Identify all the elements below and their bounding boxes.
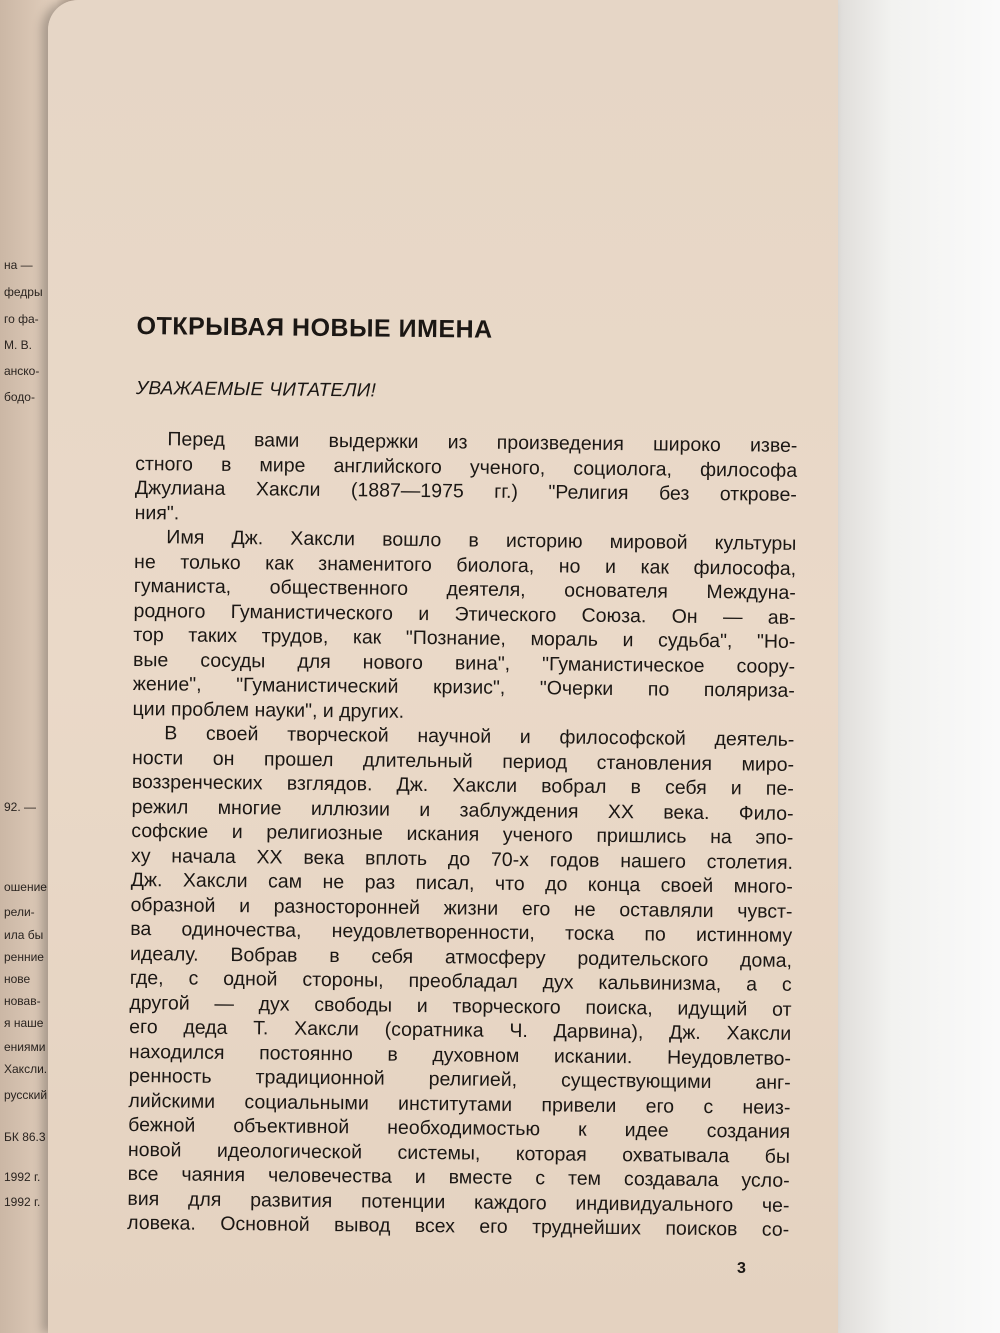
page-number: 3 [737,1260,746,1277]
text-line: ху начала XX века вплоть до 70-х годов нашего столетия. [130,844,794,874]
left-page-fragment: БК 86.3 [4,1130,46,1144]
text-line: новой идеологической системы, которая охватывала бы [127,1138,791,1168]
text-line: лийскими социальными институтами привели его с неиз- [128,1089,791,1119]
text-line: Перед вами выдержки из произведения широко изве- [167,428,798,457]
text-line: софские и религиозные искания ученого пришлись на эпо- [131,819,794,849]
text-line: вия для развития потенции каждого индивидуального че- [127,1187,790,1217]
left-page-fragment: Хаксли. [4,1062,48,1076]
text-line: бежной объективной необходимостью к идее создания [128,1113,791,1143]
text-line: находился постоянно в духовном искании. Неудовлетво- [128,1040,792,1070]
text-line: В своей творческой научной и философской деятель- [164,722,795,751]
left-page-fragment: я наше [4,1016,44,1030]
salutation: УВАЖАЕМЫЕ ЧИТАТЕЛИ! [135,377,377,402]
text-line: ловека. Основной вывод всех его труднейших поисков со- [127,1211,790,1241]
text-line: ции проблем науки", и других. [132,697,405,723]
left-page-fragment: 1992 г. [4,1195,41,1209]
background [820,0,1000,1333]
left-page-fragment: новав- [4,994,41,1008]
text-line: тор таких трудов, как "Познание, мораль и судьба", "Но- [133,623,796,653]
page-title: ОТКРЫВАЯ НОВЫЕ ИМЕНА [136,311,493,344]
left-page-fragment: федры [4,285,43,299]
left-page-fragment: русский [4,1088,48,1102]
text-line: жение", "Гуманистический кризис", "Очерки по поляриза- [132,672,795,702]
left-page-fragment: ениями [4,1040,46,1054]
text-line: режил многие иллюзии и заблуждения XX века. Фило- [131,795,794,825]
left-page-fragment: 92. — [4,800,37,814]
text-line: воззренческих взглядов. Дж. Хаксли вобрал в себя и пе- [131,770,794,800]
left-page-fragment: ренние [4,950,44,964]
text-line: стного в мире английского ученого, социолога, философа [135,452,798,482]
text-line: Джулиана Хаксли (1887—1975 гг.) "Религия без открове- [134,476,797,506]
text-line: идеалу. Вобрав в себя атмосферу родительского дома, [129,942,793,972]
text-line: ва одиночества, неудовлетворенности, тоска по истинному [130,917,793,947]
text-line: родного Гуманистического и Этического Союза. Он — ав- [133,599,796,629]
left-page-fragment: М. В. [4,338,33,352]
text-line: Дж. Хаксли сам не раз писал, что до конца своей много- [130,868,793,898]
text-line: гуманиста, общественного деятеля, основателя Междуна- [133,574,796,604]
text-line: Имя Дж. Хаксли вошло в историю мировой культуры [166,526,797,555]
body-text [127,427,797,1242]
text-line: вые сосуды для нового вина", "Гуманистическое соору- [132,648,796,678]
left-page-fragment: ила бы [4,928,44,942]
text-line: все чаяния человечества и вместе с тем создавала усло- [127,1162,790,1192]
left-page-fragment: ошение [4,880,47,894]
left-page-fragment: анско- [4,364,40,378]
text-line: ния". [134,501,180,524]
left-page-fragment: рели- [4,905,35,919]
left-page-fragment: бодо- [4,390,35,404]
text-line: ренность традиционной религией, существующими анг- [128,1064,791,1094]
left-page-fragment: нове [4,972,31,986]
left-page-fragment: 1992 г. [4,1170,41,1184]
left-page-fragment: го фа- [4,312,39,326]
text-line: ности он прошел длительный период становления миро- [131,746,795,776]
text-line: другой — дух свободы и творческого поиска, идущий от [129,991,792,1021]
text-line: не только как знаменитого биолога, но и как философа, [134,550,797,580]
text-line: его деда Т. Хаксли (соратника Ч. Дарвина), Дж. Хаксли [129,1015,792,1045]
text-line: образной и разносторонней жизни его не оставляли чувст- [130,893,793,923]
text-line: где, с одной стороны, преобладал дух кальвинизма, а с [129,966,792,996]
left-page-fragment: на — [4,258,33,272]
